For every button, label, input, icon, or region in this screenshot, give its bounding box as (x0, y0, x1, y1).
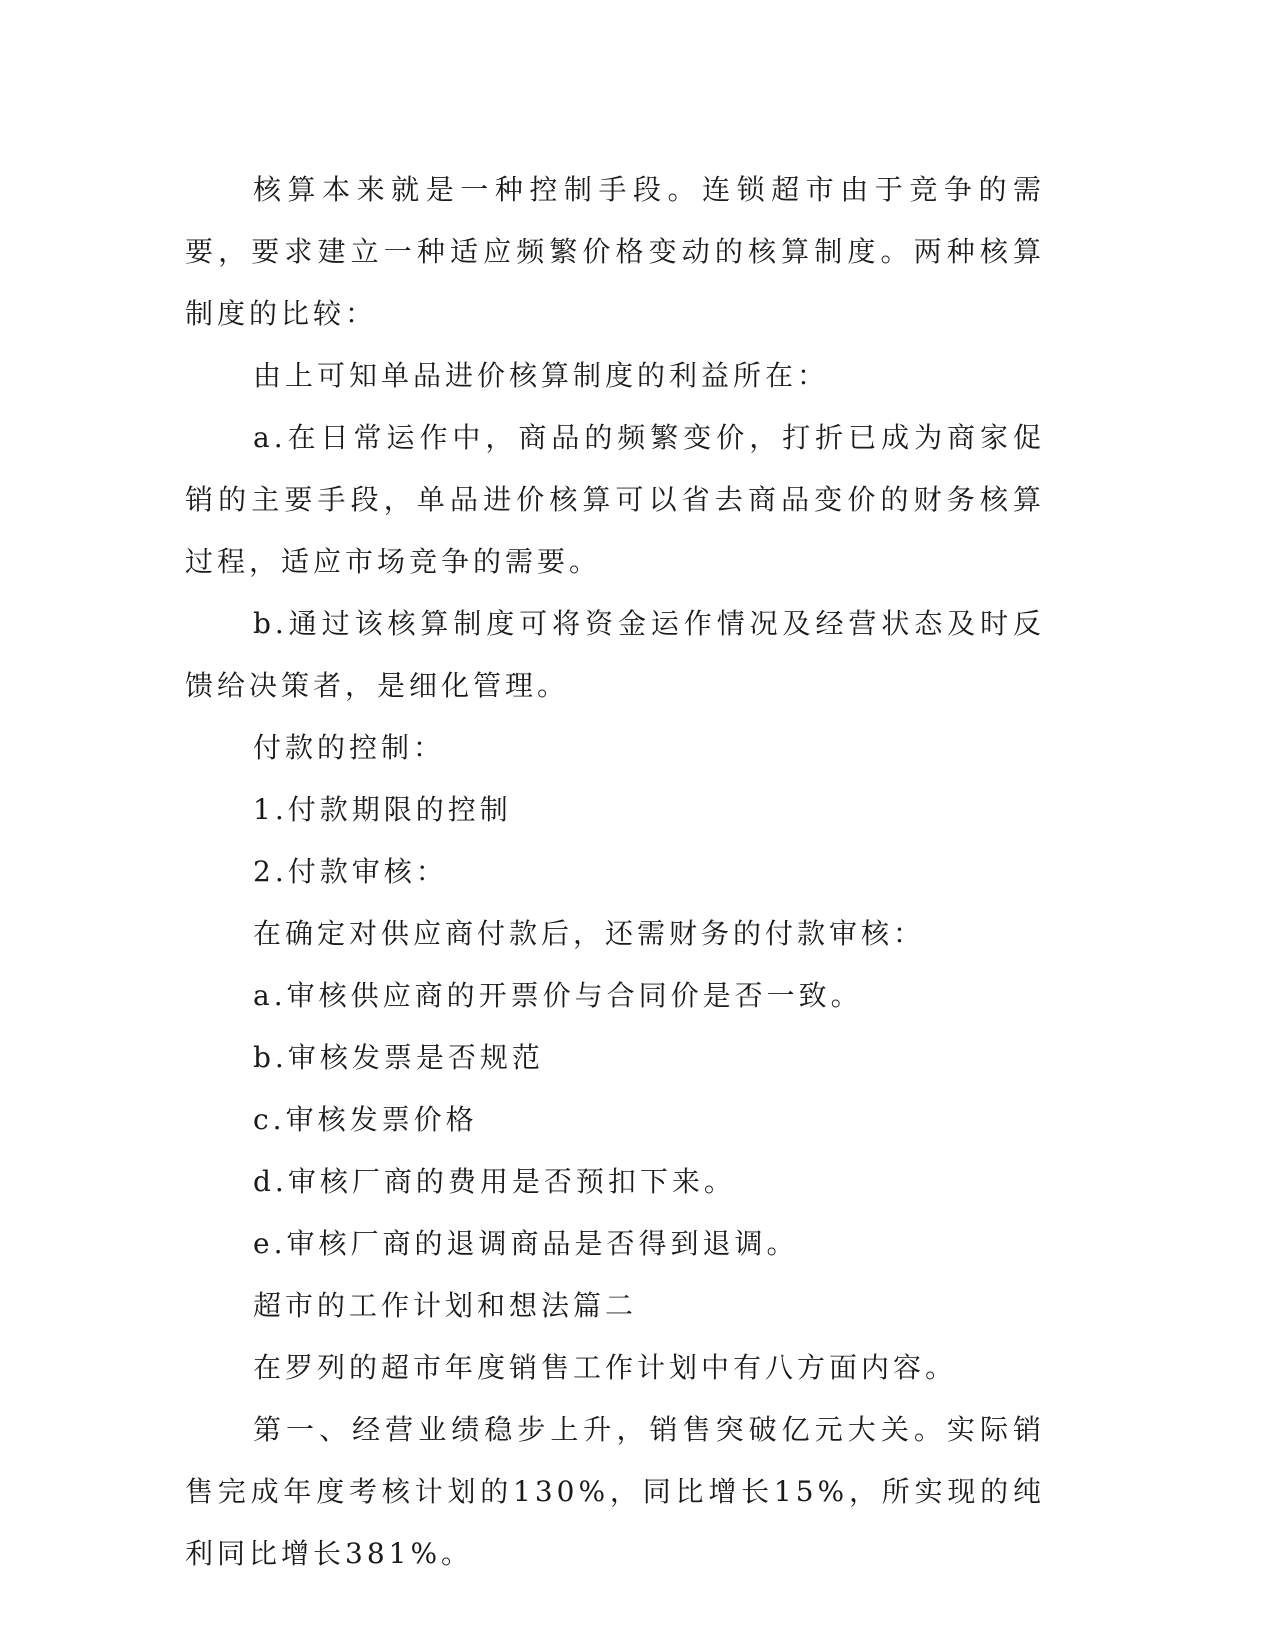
paragraph-plan-first: 第一、经营业绩稳步上升，销售突破亿元大关。实际销售完成年度考核计划的130%，同比增长15%，所实现的纯利同比增长381%。 (185, 1413, 1045, 1570)
paragraph-benefits-heading: 由上可知单品进价核算制度的利益所在： (253, 359, 830, 392)
document-body (185, 159, 1045, 1585)
paragraph-payment-term: 1.付款期限的控制 (253, 793, 512, 826)
paragraph-review-intro: 在确定对供应商付款后，还需财务的付款审核： (253, 917, 926, 950)
paragraph-review-c: c.审核发票价格 (253, 1103, 478, 1136)
paragraph-benefit-a: a.在日常运作中，商品的频繁变价，打折已成为商家促销的主要手段，单品进价核算可以省去商品变价的财务核算过程，适应市场竞争的需要。 (185, 421, 1045, 578)
paragraph-payment-review: 2.付款审核： (253, 855, 448, 888)
paragraph-plan-intro: 在罗列的超市年度销售工作计划中有八方面内容。 (253, 1351, 958, 1384)
paragraph-review-d: d.审核厂商的费用是否预扣下来。 (253, 1165, 736, 1198)
paragraph-accounting-intro: 核算本来就是一种控制手段。连锁超市由于竞争的需要，要求建立一种适应频繁价格变动的核算制度。两种核算制度的比较： (185, 173, 1045, 330)
paragraph-payment-control: 付款的控制： (253, 731, 446, 764)
paragraph-review-a: a.审核供应商的开票价与合同价是否一致。 (253, 979, 863, 1012)
paragraph-review-e: e.审核厂商的退调商品是否得到退调。 (253, 1227, 799, 1260)
paragraph-review-b: b.审核发票是否规范 (253, 1041, 544, 1074)
paragraph-section-title: 超市的工作计划和想法篇二 (253, 1289, 638, 1322)
paragraph-benefit-b: b.通过该核算制度可将资金运作情况及经营状态及时反馈给决策者，是细化管理。 (185, 607, 1045, 702)
